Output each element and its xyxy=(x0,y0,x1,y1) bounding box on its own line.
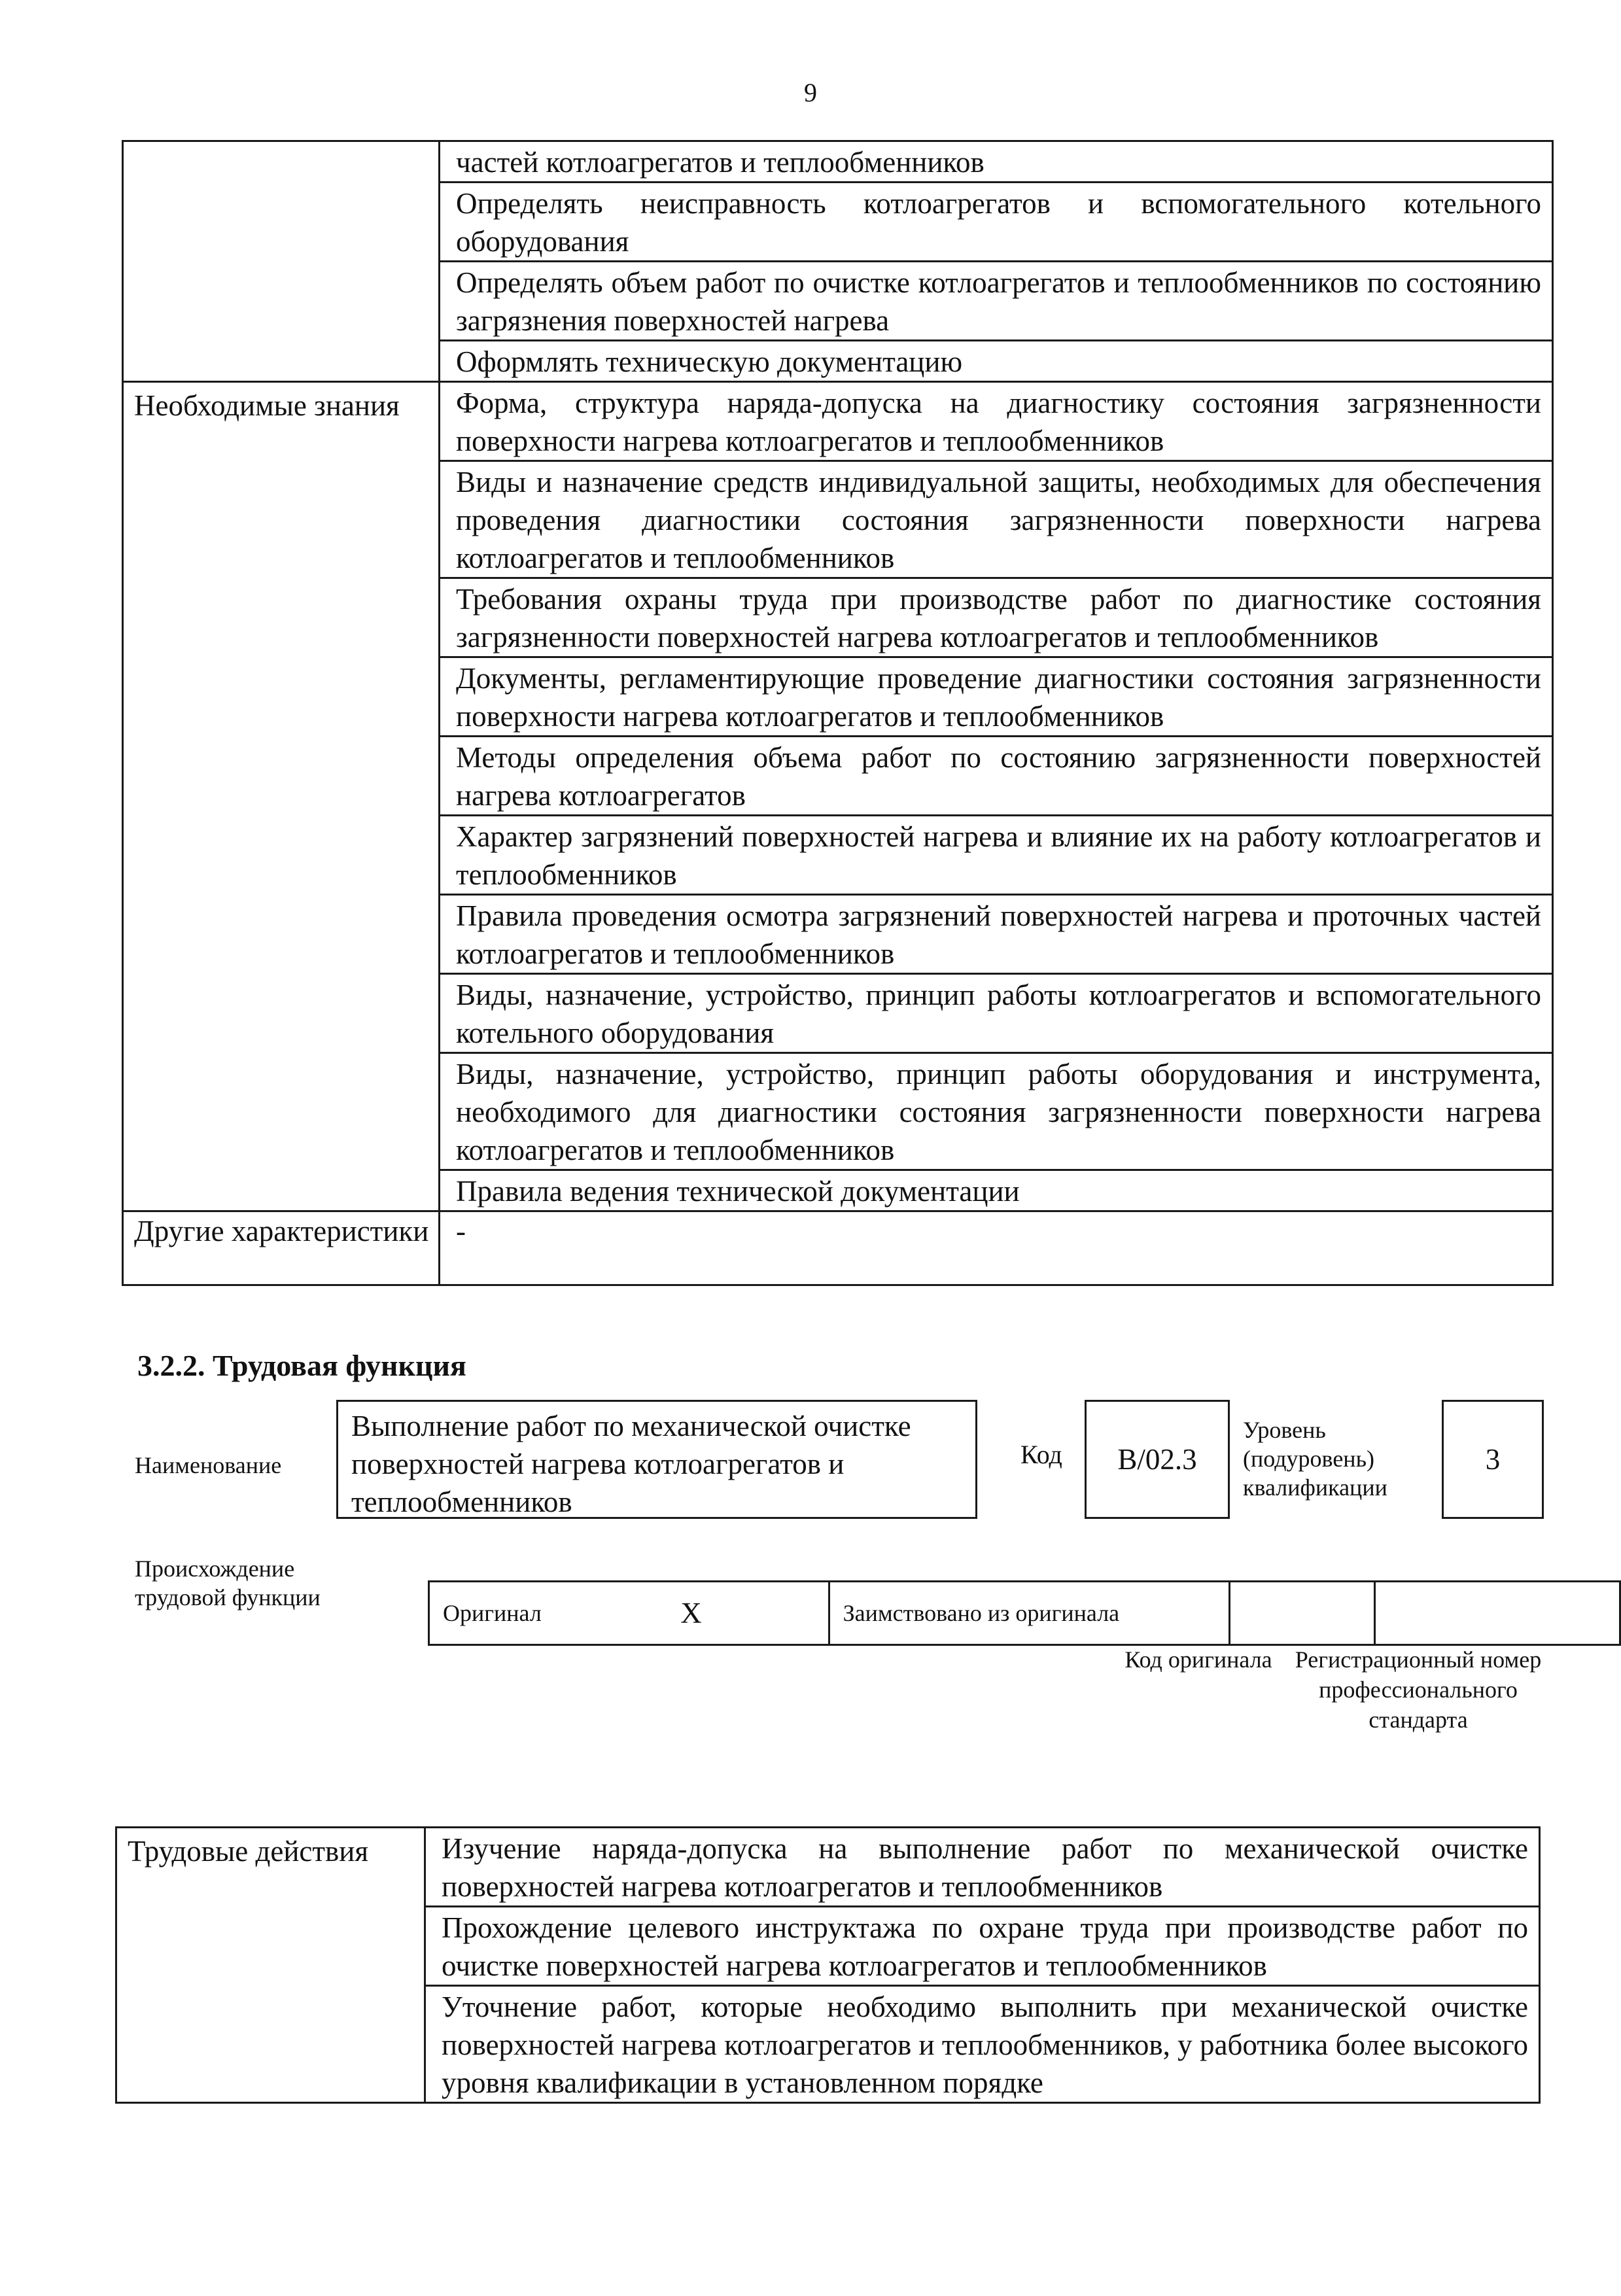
knowledge-row: Форма, структура наряда-допуска на диагностику состояния загрязненности поверхности нагрева котлоагрегатов и теплообменников xyxy=(440,382,1553,461)
page-number: 9 xyxy=(804,78,817,107)
skill-row: частей котлоагрегатов и теплообменников xyxy=(440,141,1553,183)
caption-registration-number: Регистрационный номер профессионального стандарта xyxy=(1295,1646,1542,1733)
table-row xyxy=(116,1828,1540,1907)
origin-original-label: Оригинал xyxy=(429,1582,681,1645)
origin-label: Происхождение трудовой функции xyxy=(135,1556,321,1610)
other-characteristics-value: - xyxy=(440,1211,1553,1285)
skill-row: Оформлять техническую документацию xyxy=(440,341,1553,382)
function-code-box: B/02.3 xyxy=(1085,1400,1230,1519)
knowledge-row: Документы, регламентирующие проведение диагностики состояния загрязненности поверхности нагрева котлоагрегатов и теплообменников xyxy=(440,657,1553,737)
origin-original-mark: X xyxy=(680,1582,829,1645)
knowledge-row: Виды, назначение, устройство, принцип работы оборудования и инструмента, необходимого для диагностики состояния загрязненности поверхности нагрева котлоагрегатов и теплообменников xyxy=(440,1053,1553,1170)
table-row xyxy=(123,382,1553,461)
name-label: Наименование xyxy=(135,1452,282,1478)
section-heading: 3.2.2. Трудовая функция xyxy=(137,1349,466,1382)
knowledge-row: Виды, назначение, устройство, принцип работы котлоагрегатов и вспомогательного котельного оборудования xyxy=(440,974,1553,1053)
knowledge-row: Характер загрязнений поверхностей нагрева и влияние их на работу котлоагрегатов и теплообменников xyxy=(440,816,1553,895)
knowledge-row: Методы определения объема работ по состоянию загрязненности поверхностей нагрева котлоагрегатов xyxy=(440,737,1553,816)
labor-action-row: Изучение наряда-допуска на выполнение работ по механической очистке поверхностей нагрева котлоагрегатов и теплообменников xyxy=(425,1828,1540,1907)
origin-code-cell xyxy=(1229,1582,1374,1645)
knowledge-row: Правила ведения технической документации xyxy=(440,1170,1553,1211)
other-characteristics-label: Другие характеристики xyxy=(123,1211,440,1285)
origin-reg-number-cell xyxy=(1375,1582,1620,1645)
labor-action-row: Прохождение целевого инструктажа по охране труда при производстве работ по очистке поверхностей нагрева котлоагрегатов и теплообменников xyxy=(425,1907,1540,1986)
knowledge-row: Требования охраны труда при производстве работ по диагностике состояния загрязненности поверхностей нагрева котлоагрегатов и теплообменников xyxy=(440,578,1553,657)
labor-actions-label: Трудовые действия xyxy=(116,1828,425,2103)
origin-borrowed-label: Заимствовано из оригинала xyxy=(829,1582,1229,1645)
qualification-level-box: 3 xyxy=(1442,1400,1544,1519)
caption-original-code: Код оригинала xyxy=(1124,1646,1272,1673)
knowledge-row: Правила проведения осмотра загрязнений поверхностей нагрева и проточных частей котлоагрегатов и теплообменников xyxy=(440,895,1553,974)
knowledge-label: Необходимые знания xyxy=(123,382,440,1211)
labor-action-row: Уточнение работ, которые необходимо выполнить при механической очистке поверхностей нагрева котлоагрегатов и теплообменников, у работника более высокого уровня квалификации в установленном порядке xyxy=(425,1986,1540,2103)
skill-row: Определять неисправность котлоагрегатов и вспомогательного котельного оборудования xyxy=(440,183,1553,262)
table-row xyxy=(123,1211,1553,1285)
function-name-box xyxy=(336,1400,977,1519)
skills-label-cell xyxy=(123,141,440,382)
skill-row: Определять объем работ по очистке котлоагрегатов и теплообменников по состоянию загрязнения поверхностей нагрева xyxy=(440,262,1553,341)
function-name-value: Выполнение работ по механической очистке поверхностей нагрева котлоагрегатов и теплообменников xyxy=(351,1410,911,1518)
skills-knowledge-table xyxy=(122,140,1554,1286)
origin-table xyxy=(428,1580,1621,1646)
code-label: Код xyxy=(1020,1440,1062,1469)
knowledge-row: Виды и назначение средств индивидуальной защиты, необходимых для обеспечения проведения диагностики состояния загрязненности поверхности нагрева котлоагрегатов и теплообменников xyxy=(440,461,1553,578)
qualification-level-label: Уровень (подуровень) квалификации xyxy=(1243,1417,1387,1501)
table-row xyxy=(429,1582,1620,1645)
labor-actions-table xyxy=(115,1826,1541,2104)
table-row xyxy=(123,141,1553,183)
